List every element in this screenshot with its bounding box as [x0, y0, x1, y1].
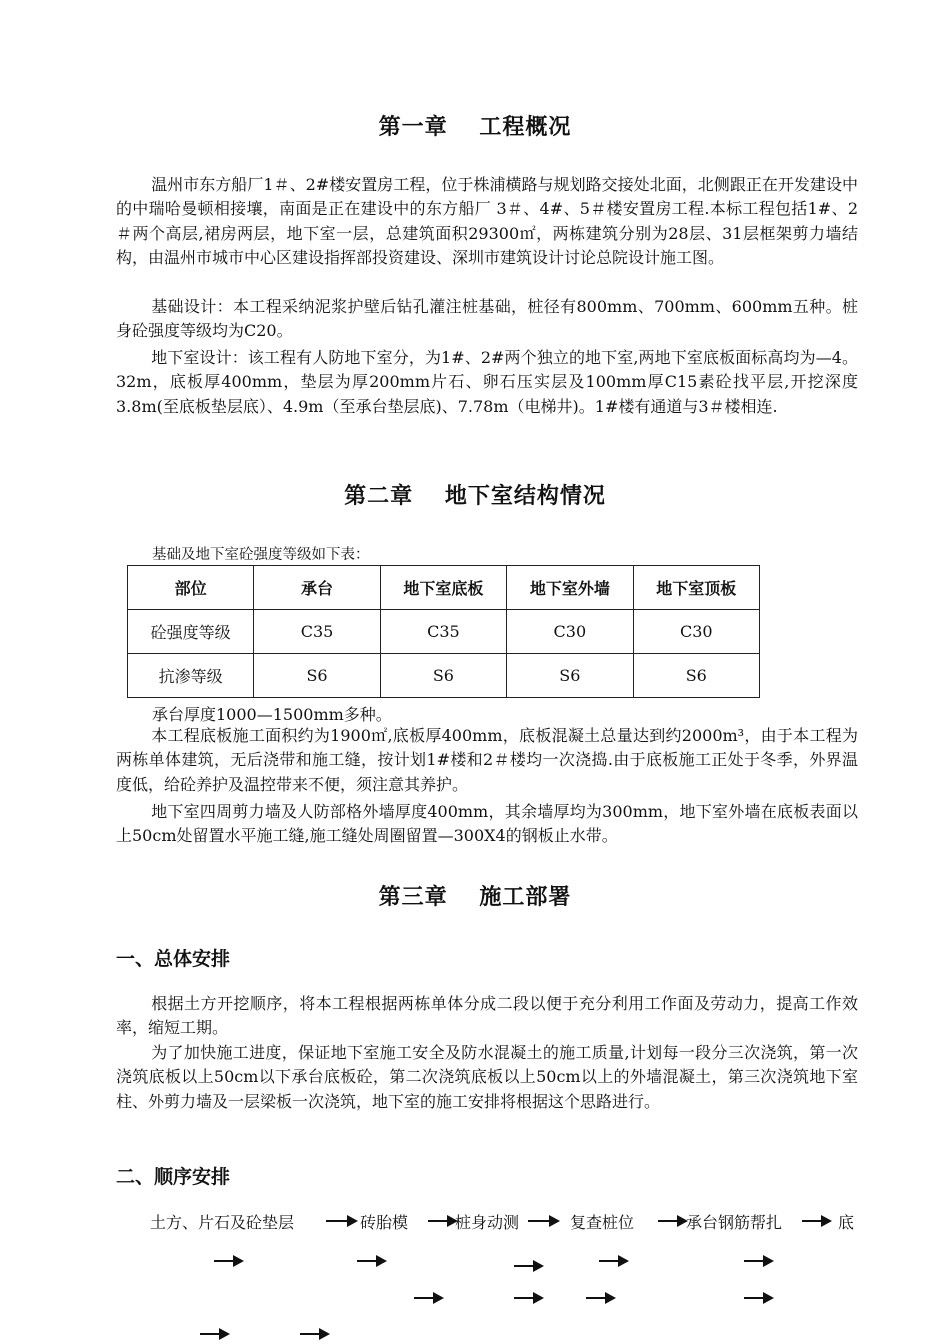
concrete-grade-table — [127, 565, 760, 698]
arrow-right-icon — [528, 1214, 560, 1228]
flow-step: 砖胎模 — [360, 1213, 409, 1232]
table-header-cell: 地下室外墙 — [507, 566, 633, 610]
table-cell: S6 — [254, 654, 380, 698]
table-header-cell: 部位 — [128, 566, 254, 610]
arrow-right-icon — [214, 1254, 244, 1268]
arrow-right-icon — [514, 1291, 544, 1305]
flow-step: 复查桩位 — [570, 1213, 635, 1232]
section-2-title: 二、顺序安排 — [116, 1166, 231, 1188]
table-header-cell: 地下室顶板 — [633, 566, 759, 610]
arrow-right-icon — [357, 1254, 387, 1268]
arrow-right-icon — [200, 1327, 230, 1341]
arrow-right-icon — [744, 1291, 774, 1305]
chapter-2-paragraph-1: 承台厚度1000—1500mm多种。 — [152, 705, 392, 724]
chapter-1-paragraph-2: 基础设计：本工程采纳泥浆护壁后钻孔灌注桩基础，桩径有800mm、700mm、600mm五种。桩身砼强度等级均为C20。 — [116, 297, 858, 341]
chapter-2-paragraph-3: 地下室四周剪力墙及人防部格外墙厚度400mm，其余墙厚均为300mm，地下室外墙在底板表面以上50cm处留置水平施工缝,施工缝处周圈留置—300X4的钢板止水带。 — [116, 802, 858, 846]
arrow-right-icon — [428, 1214, 458, 1228]
chapter-1-title: 第一章 工程概况 — [378, 114, 572, 140]
chapter-3-title: 第三章 施工部署 — [378, 884, 572, 910]
section-1-paragraph-1: 根据土方开挖顺序，将本工程根据两栋单体分成二段以便于充分利用工作面及劳动力，提高工作效率，缩短工期。 — [116, 994, 858, 1038]
table-cell: S6 — [380, 654, 506, 698]
table-header-row — [128, 566, 760, 610]
flow-step: 土方、片石及砼垫层 — [150, 1213, 295, 1232]
table-cell: C35 — [380, 610, 506, 654]
chapter-1-paragraph-1: 温州市东方船厂1＃、2#楼安置房工程，位于株浦横路与规划路交接处北面，北侧跟正在开发建设中的中瑞哈曼顿相接壤，南面是正在建设中的东方船厂 3＃、4#、5＃楼安置房工程.本标工程包括1#、2＃两个高层,裙房两层，地下室一层，总建筑面积29300㎡，两栋建筑分别为28层、31层框架剪力墙结构，由温州市城市中心区建设指挥部投资建设、深圳市建筑设计讨论总院设计施工图。 — [116, 175, 858, 267]
arrow-right-icon — [744, 1254, 774, 1268]
arrow-right-icon — [326, 1214, 358, 1228]
table-note: 基础及地下室砼强度等级如下表： — [152, 547, 370, 563]
flow-step: 底 — [838, 1213, 855, 1232]
table-cell: 抗渗等级 — [128, 654, 254, 698]
arrow-right-icon — [300, 1327, 330, 1341]
table-header-cell: 地下室底板 — [380, 566, 506, 610]
table-row — [128, 610, 760, 654]
chapter-1-paragraph-3: 地下室设计：该工程有人防地下室分，为1#、2#两个独立的地下室,两地下室底板面标高均为—4。32m，底板厚400mm，垫层为厚200mm片石、卵石压实层及100mm厚C15素砼找平层,开挖深度3.8m(至底板垫层底）、4.9m（至承台垫层底)、7.78m（电梯井)。1#楼有通道与3＃楼相连. — [116, 348, 858, 416]
chapter-2-title: 第二章 地下室结构情况 — [344, 483, 606, 509]
table-cell: C30 — [633, 610, 759, 654]
section-1-paragraph-2: 为了加快施工进度，保证地下室施工安全及防水混凝土的施工质量,计划每一段分三次浇筑，第一次浇筑底板以上50cm以下承台底板砼，第二次浇筑底板以上50cm以上的外墙混凝土，第三次浇筑地下室柱、外剪力墙及一层梁板一次浇筑，地下室的施工安排将根据这个思路进行。 — [116, 1043, 858, 1111]
flow-step: 承台钢筋帮扎 — [686, 1213, 783, 1232]
table-cell: C30 — [507, 610, 633, 654]
table-cell: C35 — [254, 610, 380, 654]
table-header-cell: 承台 — [254, 566, 380, 610]
arrow-right-icon — [802, 1214, 832, 1228]
arrow-right-icon — [414, 1291, 444, 1305]
section-1-title: 一、总体安排 — [116, 948, 231, 970]
arrow-right-icon — [514, 1259, 544, 1273]
table-cell: S6 — [507, 654, 633, 698]
chapter-2-paragraph-2: 本工程底板施工面积约为1900㎡,底板厚400mm，底板混凝土总量达到约2000m³，由于本工程为两栋单体建筑，无后浇带和施工缝，按计划1#楼和2＃楼均一次浇捣.由于底板施工正处于冬季，外界温度低，给砼养护及温控带来不便，须注意其养护。 — [116, 726, 858, 794]
table-cell: 砼强度等级 — [128, 610, 254, 654]
flow-step: 桩身动测 — [455, 1213, 520, 1232]
table-cell: S6 — [633, 654, 759, 698]
arrow-right-icon — [586, 1291, 616, 1305]
arrow-right-icon — [658, 1214, 688, 1228]
arrow-right-icon — [599, 1254, 629, 1268]
table-row — [128, 654, 760, 698]
